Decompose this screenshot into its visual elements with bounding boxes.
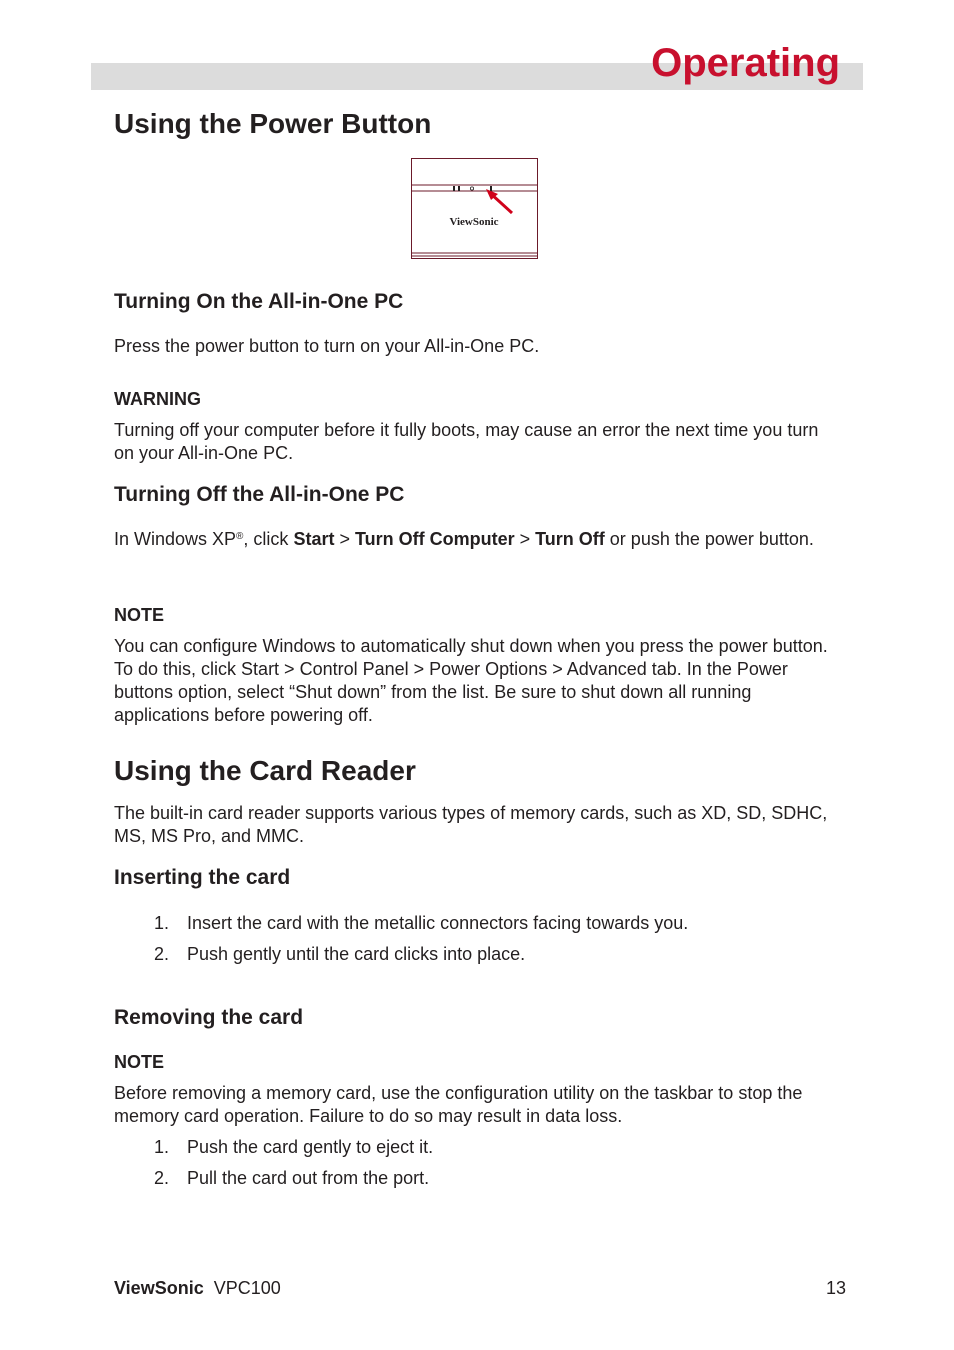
list-item-number: 2. [154, 1168, 170, 1188]
turn-off-term: Turn Off [535, 529, 605, 549]
power-section-title: Using the Power Button [114, 108, 432, 139]
note-label: NOTE [114, 1052, 165, 1072]
turning-off-suffix: or push the power button. [604, 529, 814, 549]
footer-model: VPC100 [213, 1278, 281, 1298]
list-item: Pull the card out from the port. [187, 1168, 430, 1188]
list-item-number: 2. [154, 944, 170, 964]
note-text: You can configure Windows to automatically shut down when you press the power button. To do this, click Start > Control Panel > Power Options > Advanced tab. In the Power buttons option, select “Shut down” from the list. Be sure to shut down all running applications before powering off. [114, 636, 828, 725]
list-item: Insert the card with the metallic connectors facing towards you. [187, 913, 689, 933]
list-item: Push gently until the card clicks into place. [187, 944, 526, 964]
page-number: 13 [825, 1278, 846, 1298]
registered-mark: ® [236, 531, 244, 542]
turning-off-click: , click [243, 529, 294, 549]
device-brand-label: ViewSonic [449, 216, 499, 228]
card-intro-text: The built-in card reader supports various types of memory cards, such as XD, SD, SDHC, MS, MS Pro, and MMC. [114, 803, 828, 846]
separator: > [514, 529, 536, 549]
turning-on-heading: Turning On the All-in-One PC [114, 290, 404, 313]
turning-on-text: Press the power button to turn on your All-in-One PC. [114, 336, 540, 356]
note-label: NOTE [114, 605, 165, 625]
page-section-title: Operating [651, 41, 840, 85]
list-item-number: 1. [154, 1137, 170, 1157]
turning-off-heading: Turning Off the All-in-One PC [114, 483, 405, 506]
list-item-number: 1. [154, 913, 170, 933]
power-icon [470, 187, 473, 190]
removing-note-text: Before removing a memory card, use the configuration utility on the taskbar to stop the memory card operation. Failure to do so may result in data loss. [114, 1083, 803, 1126]
turning-off-text [114, 528, 839, 551]
footer-brand [114, 1277, 281, 1299]
turn-off-computer-term: Turn Off Computer [354, 529, 515, 549]
turning-off-prefix: In Windows XP [114, 529, 237, 549]
warning-text: Turning off your computer before it fully boots, may cause an error the next time you turn on your All-in-One PC. [114, 420, 819, 463]
start-menu-term: Start [293, 529, 335, 549]
card-section-title: Using the Card Reader [114, 755, 416, 786]
list-item: Push the card gently to eject it. [187, 1137, 434, 1157]
inserting-heading: Inserting the card [114, 866, 291, 889]
separator: > [334, 529, 355, 549]
removing-heading: Removing the card [114, 1006, 304, 1029]
power-button-illustration [411, 158, 538, 259]
warning-label: WARNING [114, 389, 201, 409]
arrow-icon [486, 189, 512, 213]
device-drawing [412, 159, 537, 258]
footer-brand-name: ViewSonic [114, 1278, 204, 1298]
